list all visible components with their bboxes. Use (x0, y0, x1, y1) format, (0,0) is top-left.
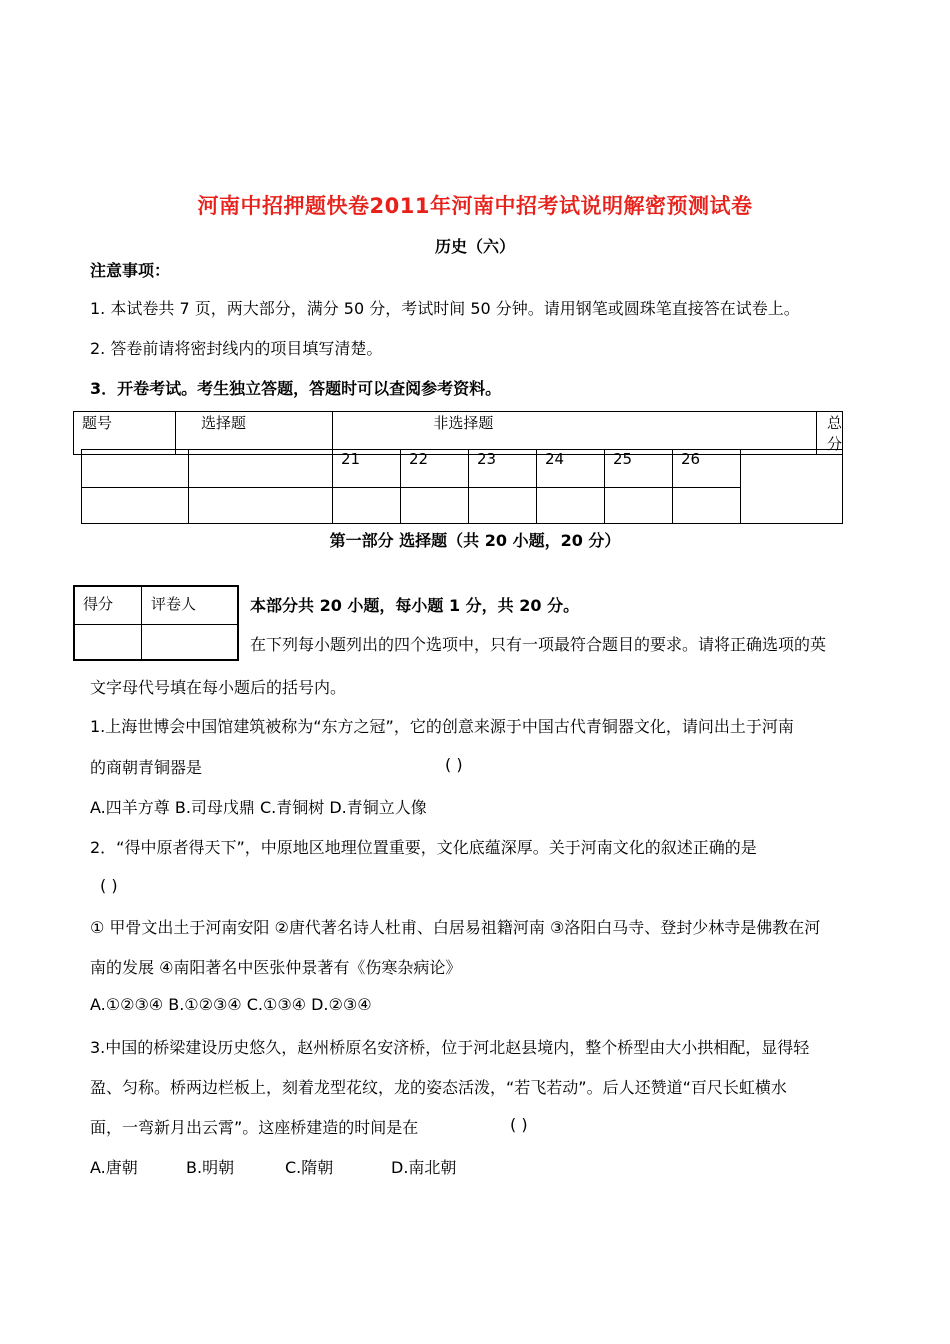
exam-title: 河南中招押题快卷2011年河南中招考试说明解密预测试卷 (197, 194, 753, 218)
score-cell-blank (401, 488, 469, 524)
score-cell-blank (333, 488, 401, 524)
grader-defen: 得分 (83, 595, 114, 613)
question-2-answer-paren: ( ) (100, 876, 118, 895)
question-1-options: A.四羊方尊 B.司母戊鼎 C.青铜树 D.青铜立人像 (90, 798, 427, 817)
score-header-feixuanze: 非选择题 (333, 412, 817, 455)
score-cell-blank (189, 450, 333, 488)
score-cell-total (741, 450, 843, 524)
part1-heading-bold: 第一部分 (329, 531, 394, 550)
part1-heading-rest: 选择题（共 20 小题，20 分） (393, 531, 621, 550)
question-2-options: A.①②③④ B.①②③④ C.①③④ D.②③④ (90, 995, 372, 1014)
score-header-xuanze: 选择题 (175, 412, 332, 455)
question-2-line2: ① 甲骨文出土于河南安阳 ②唐代著名诗人杜甫、白居易祖籍河南 ③洛阳白马寺、登封少林寺是佛教在河 (90, 918, 821, 937)
part1-intro-line1: 本部分共 20 小题，每小题 1 分，共 20 分。 (250, 596, 580, 615)
score-number-21: 21 (333, 450, 401, 488)
notes-heading: 注意事项： (90, 261, 171, 280)
note-item-3: 3．开卷考试。考生独立答题，答题时可以查阅参考资料。 (90, 379, 502, 398)
note-item-2: 2. 答卷前请将密封线内的项目填写清楚。 (90, 339, 383, 358)
score-cell-blank (605, 488, 673, 524)
question-2-line3: 南的发展 ④南阳著名中医张仲景著有《伤寒杂病论》 (90, 958, 462, 977)
score-cell-blank (82, 488, 189, 524)
score-cell-blank (82, 450, 189, 488)
grader-divider (75, 624, 237, 625)
exam-subtitle: 历史（六） (434, 237, 515, 256)
score-number-26: 26 (673, 450, 741, 488)
grader-pingjuanren: 评卷人 (151, 595, 197, 613)
score-cell-blank (537, 488, 605, 524)
question-3-line1: 3.中国的桥梁建设历史悠久，赵州桥原名安济桥，位于河北赵县境内，整个桥型由大小拱相配，显得轻 (90, 1038, 810, 1057)
score-number-25: 25 (605, 450, 673, 488)
question-1-line2: 的商朝青铜器是 (90, 758, 203, 777)
question-1-line1: 1.上海世博会中国馆建筑被称为“东方之冠”，它的创意来源于中国古代青铜器文化，请问出土于河南 (90, 717, 794, 736)
score-number-23: 23 (469, 450, 537, 488)
note-item-1: 1. 本试卷共 7 页，两大部分，满分 50 分，考试时间 50 分钟。请用钢笔或圆珠笔直接答在试卷上。 (90, 299, 800, 318)
part1-intro-line2: 在下列每小题列出的四个选项中，只有一项最符合题目的要求。请将正确选项的英 (250, 635, 827, 654)
score-number-24: 24 (537, 450, 605, 488)
part1-heading (0, 528, 950, 551)
score-header-zongfen: 总分 (816, 412, 842, 455)
question-1-answer-paren: ( ) (445, 755, 463, 774)
question-3-option-c: C.隋朝 (285, 1158, 334, 1177)
question-2-line1: 2．“得中原者得天下”，中原地区地理位置重要，文化底蕴深厚。关于河南文化的叙述正确的是 (90, 838, 757, 857)
grader-divider (141, 587, 142, 659)
score-number-22: 22 (401, 450, 469, 488)
score-table-body (81, 449, 843, 524)
score-cell-blank (673, 488, 741, 524)
part1-intro-line3: 文字母代号填在每小题后的括号内。 (90, 678, 347, 697)
question-3-line2: 盈、匀称。桥两边栏板上，刻着龙型花纹，龙的姿态活泼，“若飞若动”。后人还赞道“百尺长虹横水 (90, 1078, 787, 1097)
question-3-line3: 面，一弯新月出云霄”。这座桥建造的时间是在 (90, 1118, 419, 1137)
question-3-option-d: D.南北朝 (391, 1158, 457, 1177)
score-cell-blank (189, 488, 333, 524)
score-cell-blank (469, 488, 537, 524)
score-header-tihao: 题号 (74, 412, 176, 455)
question-3-answer-paren: ( ) (510, 1115, 528, 1134)
grader-box (73, 585, 239, 661)
question-3-option-a: A.唐朝 (90, 1158, 138, 1177)
question-3-option-b: B.明朝 (186, 1158, 235, 1177)
